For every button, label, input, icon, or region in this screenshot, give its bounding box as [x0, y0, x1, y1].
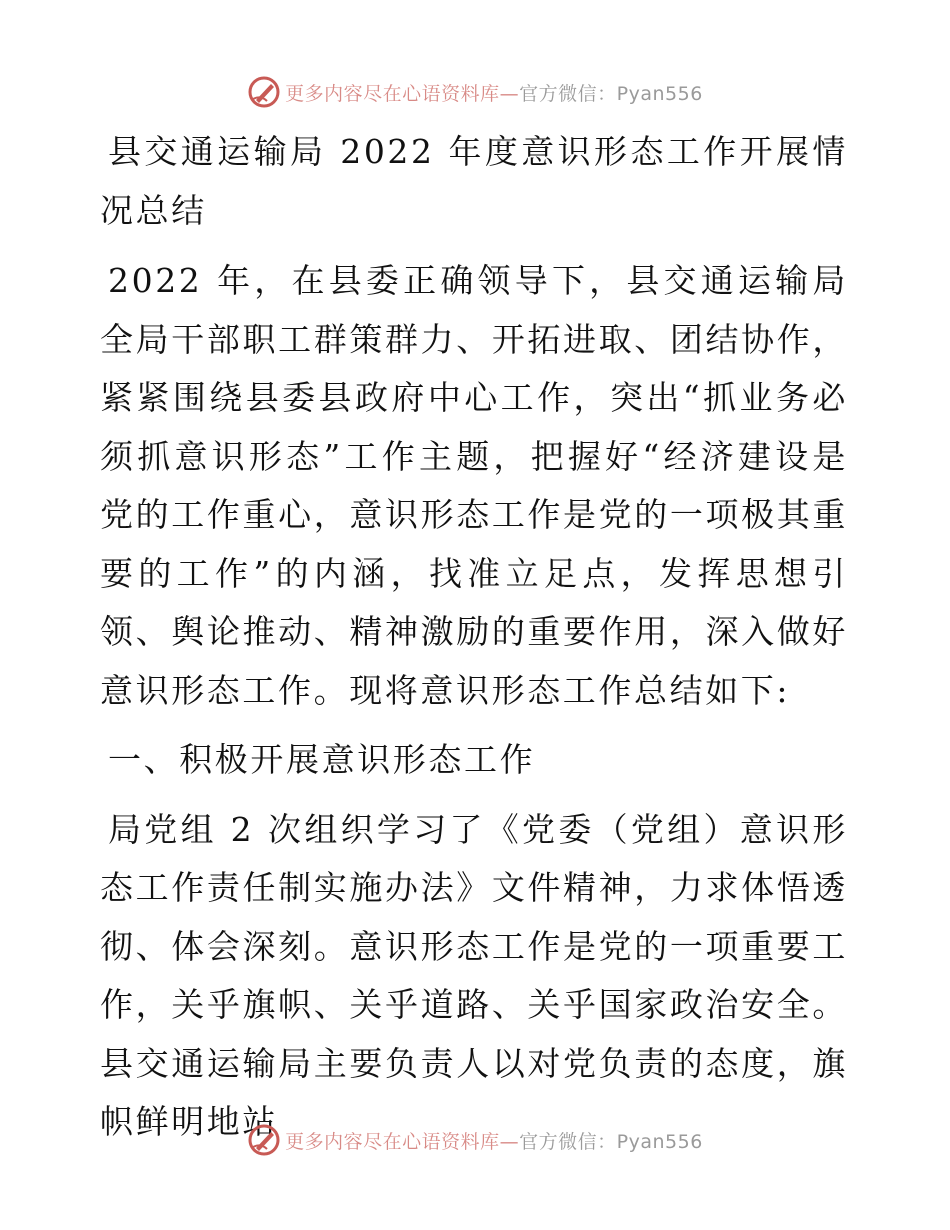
intro-paragraph: 2022 年，在县委正确领导下，县交通运输局全局干部职工群策群力、开拓进取、团结协作，紧紧围绕县委县政府中心工作，突出“抓业务必须抓意识形态”工作主题，把握好“经济建设是党的工作重心，意识形态工作是党的一项极其重要的工作”的内涵，找准立足点，发挥思想引领、舆论推动、精神激励的重要作用，深入做好意识形态工作。现将意识形态工作总结如下:: [100, 261, 848, 710]
watermark-main-text: 更多内容尽在心语资料库—: [285, 82, 520, 105]
header-watermark: [0, 72, 950, 112]
section-paragraph: 局党组 2 次组织学习了《党委（党组）意识形态工作责任制实施办法》文件精神，力求体悟透彻、体会深刻。意识形态工作是党的一项重要工作，关乎旗帜、关乎道路、关乎国家政治安全。县交通运输局主要负责人以对党负责的态度，旗帜鲜明地站: [100, 809, 848, 1141]
watermark-wechat-text: 官方微信：Pyan556: [519, 82, 703, 105]
watermark-wechat-text: 官方微信：Pyan556: [519, 1130, 703, 1153]
brand-logo-icon: [247, 75, 281, 109]
document-title: 县交通运输局 2022 年度意识形态工作开展情况总结: [100, 132, 848, 230]
section-heading: 一、积极开展意识形态工作: [108, 740, 536, 779]
watermark-main-text: 更多内容尽在心语资料库—: [285, 1130, 520, 1153]
document-body: [100, 123, 848, 1152]
footer-watermark: [0, 1120, 950, 1160]
brand-logo-icon: [247, 1123, 281, 1157]
